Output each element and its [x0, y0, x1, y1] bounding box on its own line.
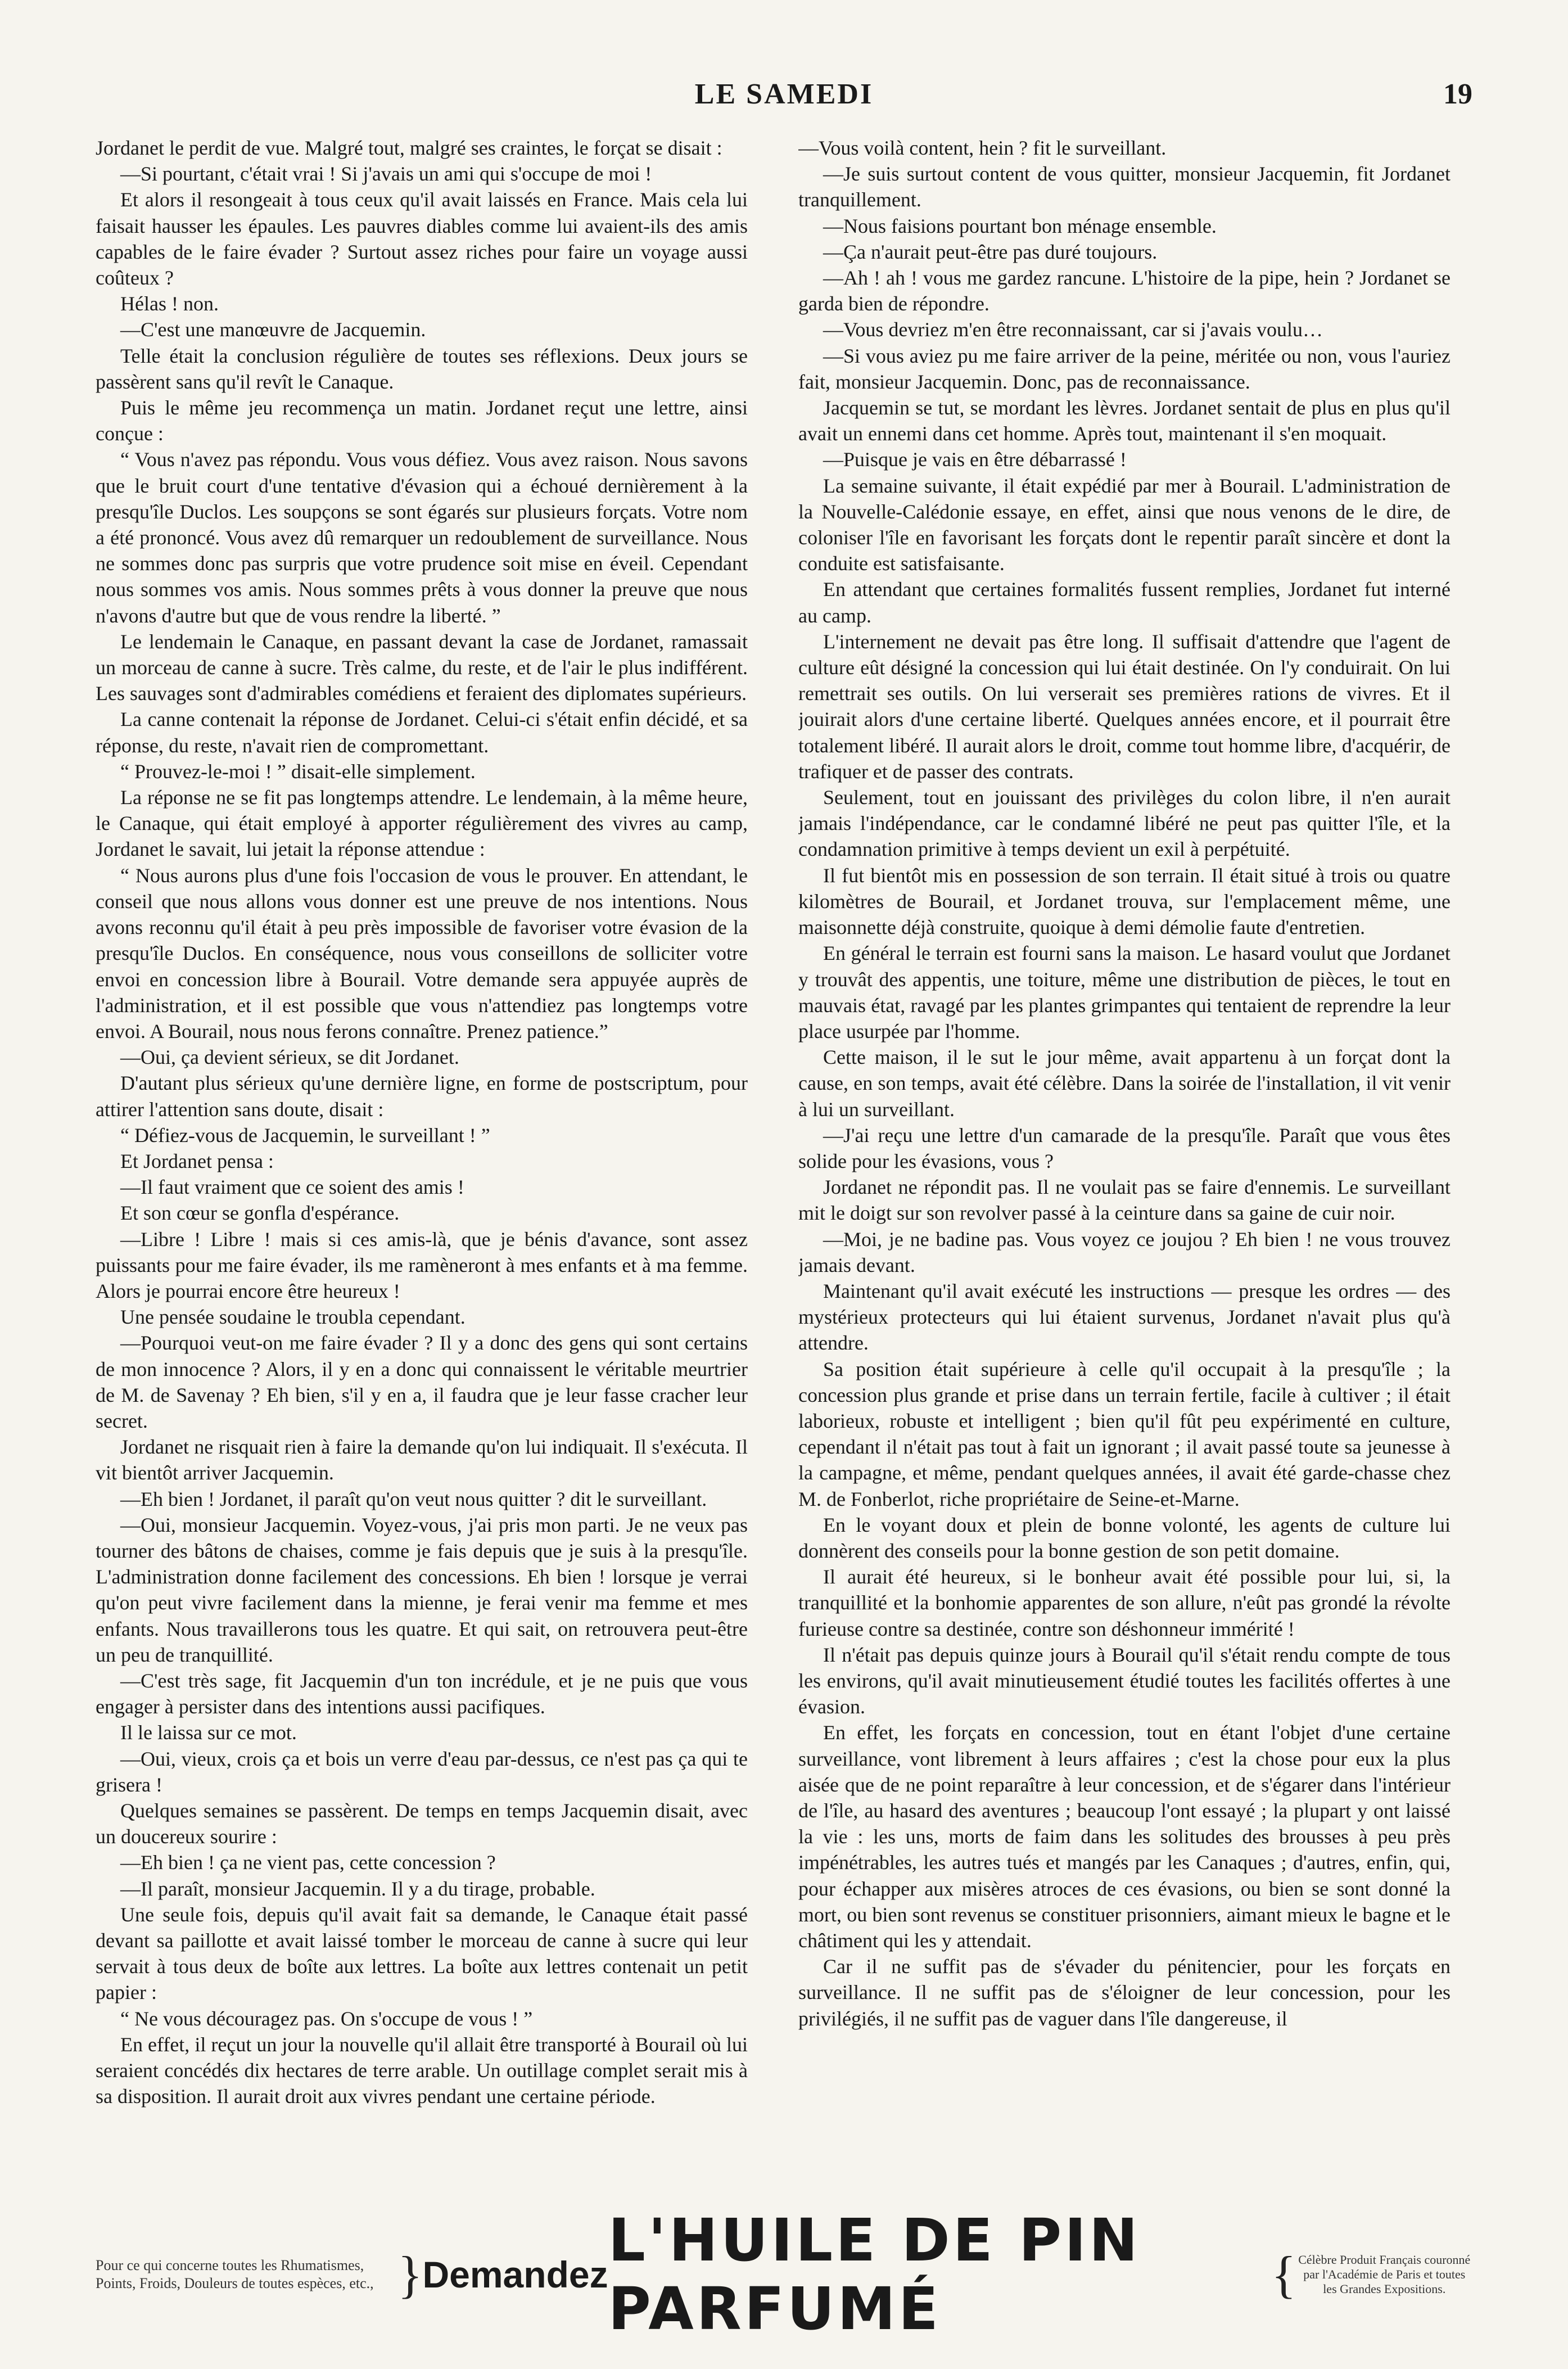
- paragraph: —Eh bien ! ça ne vient pas, cette concession ?: [120, 1851, 496, 1874]
- paragraph: Sa position était supérieure à celle qu'il occupait à la presqu'île ; la concession plus grande et prise dans un terrain fertile, facile à cultiver ; il était laborieux, robuste et intelligent ; bien qu'il fût peu expérimenté en culture, cependant il n'était pas tout à fait un ignorant ; il avait passé toute sa jeunesse à la campagne, et même, pendant quelques années, il avait été garde-chasse chez M. de Fonberlot, riche propriétaire de Seine-et-Marne.: [798, 1357, 1450, 1510]
- paragraph: —Oui, vieux, crois ça et bois un verre d'eau par-dessus, ce n'est pas ça qui te grisera !: [96, 1747, 748, 1796]
- ad-right-text: Célèbre Produit Français couronné par l'Académie de Paris et toutes les Grandes Expositions.: [1298, 2253, 1471, 2296]
- paragraph: —Moi, je ne badine pas. Vous voyez ce joujou ? Eh bien ! ne vous trouvez jamais devant.: [798, 1228, 1450, 1276]
- paragraph: “ Défiez-vous de Jacquemin, le surveillant ! ”: [120, 1123, 490, 1147]
- paragraph: Une pensée soudaine le troubla cependant.: [120, 1306, 466, 1329]
- paragraph: —Si pourtant, c'était vrai ! Si j'avais un ami qui s'occupe de moi !: [120, 163, 652, 186]
- left-column: [96, 135, 748, 2199]
- paragraph: En le voyant doux et plein de bonne volonté, les agents de culture lui donnèrent des conseils pour la bonne gestion de son petit domaine.: [798, 1513, 1450, 1562]
- paragraph: “ Ne vous découragez pas. On s'occupe de vous ! ”: [120, 2007, 533, 2030]
- paragraph: —Vous devriez m'en être reconnaissant, car si j'avais voulu…: [823, 318, 1323, 341]
- page-header: [96, 78, 1472, 128]
- paragraph: —Je suis surtout content de vous quitter, monsieur Jacquemin, fit Jordanet tranquillement.: [798, 163, 1450, 211]
- paragraph: —Ah ! ah ! vous me gardez rancune. L'histoire de la pipe, hein ? Jordanet se garda bien de répondre.: [798, 267, 1450, 315]
- paragraph: —Il faut vraiment que ce soient des amis !: [120, 1176, 464, 1199]
- right-column: [798, 135, 1450, 2199]
- paragraph: La canne contenait la réponse de Jordanet. Celui-ci s'était enfin décidé, et sa réponse, du reste, n'avait rien de compromettant.: [96, 708, 748, 757]
- paragraph: Cette maison, il le sut le jour même, avait appartenu à un forçat dont la cause, en son temps, avait été célèbre. Dans la soirée de l'installation, il vit venir à lui un surveillant.: [798, 1046, 1450, 1121]
- paragraph: “ Vous n'avez pas répondu. Vous vous défiez. Vous avez raison. Nous savons que le bruit court d'une tentative d'évasion qui a échoué dernièrement à la presqu'île Duclos. Les soupçons se sont égarés sur plusieurs forçats. Votre nom a été prononcé. Vous avez dû remarquer un redoublement de surveillance. Nous ne sommes donc pas surpris que votre prudence soit mise en éveil. Cependant nous sommes vos amis. Nous sommes prêts à vous donner la preuve que nous n'avons d'autre but que de vous rendre la liberté. ”: [96, 448, 748, 627]
- paragraph: Une seule fois, depuis qu'il avait fait sa demande, le Canaque était passé devant sa paillotte et avait laissé tomber le morceau de canne à sucre qui leur servait à tous deux de boîte aux lettres. La boîte aux lettres contenait un petit papier :: [96, 1903, 748, 2004]
- paragraph: Le lendemain le Canaque, en passant devant la case de Jordanet, ramassait un morceau de canne à sucre. Très calme, du reste, et de l'air le plus indifférent. Les sauvages sont d'admirables comédiens et feraient des diplomates supérieurs.: [96, 630, 748, 705]
- paragraph: —Ça n'aurait peut-être pas duré toujours.: [823, 240, 1158, 263]
- paragraph: —Libre ! Libre ! mais si ces amis-là, que je bénis d'avance, sont assez puissants pour me faire évader, ils me ramèneront à mes enfants et à ma femme. Alors je pourrai encore être heureux !: [96, 1228, 748, 1302]
- paragraph: “ Prouvez-le-moi ! ” disait-elle simplement.: [120, 760, 476, 783]
- paragraph: —Il paraît, monsieur Jacquemin. Il y a du tirage, probable.: [120, 1877, 595, 1900]
- ad-left-brace: }: [397, 2246, 423, 2303]
- paragraph: En effet, les forçats en concession, tout en étant l'objet d'une certaine surveillance, vont librement à leurs affaires ; c'est la chose pour eux la plus aisée que de ne point reparaître à leur concession, et de s'égarer dans l'intérieur de l'île, au hasard des aventures ; beaucoup l'ont essayé ; la plupart y ont laissé la vie : les uns, morts de faim dans les solitudes des brousses à peu près impénétrables, les autres tués et mangés par les Canaques ; d'autres, enfin, qui, pour échapper aux misères atroces de ces évasions, ou bien se sont donné la mort, ou bien sont revenus se constituer prisonniers, aimant mieux le bagne et le châtiment qui les y attendait.: [798, 1721, 1450, 1952]
- paragraph: La semaine suivante, il était expédié par mer à Bourail. L'administration de la Nouvelle-Calédonie essaye, en effet, ainsi que nous venons de le dire, de coloniser l'île en favorisant les forçats dont le repentir paraît sincère et dont la conduite est satisfaisante.: [798, 474, 1450, 575]
- paragraph: Et alors il resongeait à tous ceux qu'il avait laissés en France. Mais cela lui faisait hausser les épaules. Les pauvres diables comme lui avaient-ils des amis capables de le faire évader ? Surtout assez riches pour faire un voyage aussi coûteux ?: [96, 188, 748, 290]
- paragraph: “ Nous aurons plus d'une fois l'occasion de vous le prouver. En attendant, le conseil que nous allons vous donner est une preuve de nos intentions. Nous avons reconnu qu'il était à peu près impossible de favoriser votre évasion de la presqu'île Duclos. En conséquence, nous vous conseillons de solliciter votre envoi en concession libre à Bourail. Votre demande sera appuyée auprès de l'administration, et il est possible que vous n'attendiez pas longtemps votre envoi. A Bourail, nous nous ferons connaître. Prenez patience.”: [96, 864, 748, 1043]
- paragraph: Seulement, tout en jouissant des privilèges du colon libre, il n'en aurait jamais l'indépendance, car le condamné libéré ne peut pas quitter l'île, et la condamnation primitive à temps devient un exil à perpétuité.: [798, 786, 1450, 861]
- paragraph: Hélas ! non.: [120, 292, 219, 315]
- paragraph: En effet, il reçut un jour la nouvelle qu'il allait être transporté à Bourail où lui seraient concédés dix hectares de terre arable. Un outillage complet serait mis à sa disposition. Il aurait droit aux vivres pendant une certaine période.: [96, 2033, 748, 2108]
- paragraph: —Eh bien ! Jordanet, il paraît qu'on veut nous quitter ? dit le surveillant.: [120, 1487, 707, 1510]
- paragraph: —Puisque je vais en être débarrassé !: [823, 448, 1127, 471]
- paragraph: Maintenant qu'il avait exécuté les instructions — presque les ordres — des mystérieux protecteurs qui lui étaient survenus, Jordanet n'avait plus qu'à attendre.: [798, 1279, 1450, 1355]
- paragraph: Jacquemin se tut, se mordant les lèvres. Jordanet sentait de plus en plus qu'il avait un ennemi dans cet homme. Après tout, maintenant il s'en moquait.: [798, 396, 1450, 445]
- paragraph: Telle était la conclusion régulière de toutes ses réflexions. Deux jours se passèrent sans qu'il revît le Canaque.: [96, 344, 748, 393]
- paragraph: Il aurait été heureux, si le bonheur avait été possible pour lui, si, la tranquillité et la bonhomie apparentes de son allure, n'eût pas grondé la révolte furieuse contre sa destinée, contre son déshonneur immérité !: [798, 1565, 1450, 1640]
- paragraph: En attendant que certaines formalités fussent remplies, Jordanet fut interné au camp.: [798, 578, 1450, 627]
- paragraph: Jordanet le perdit de vue. Malgré tout, malgré ses craintes, le forçat se disait :: [96, 137, 722, 159]
- paragraph: Il fut bientôt mis en possession de son terrain. Il était situé à trois ou quatre kilomètres de Bourail, et Jordanet trouva, sur l'emplacement même, une maisonnette déjà construite, quoique à demi démolie faute d'entretien.: [798, 864, 1450, 939]
- paragraph: En général le terrain est fourni sans la maison. Le hasard voulut que Jordanet y trouvât des appentis, une toiture, même une distribution de pièces, le tout en mauvais état, ravagé par les plantes grimpantes qui tentaient de reprendre la leur place usurpée par l'homme.: [798, 942, 1450, 1043]
- paragraph: Quelques semaines se passèrent. De temps en temps Jacquemin disait, avec un doucereux sourire :: [96, 1799, 748, 1848]
- paragraph: Et son cœur se gonfla d'espérance.: [120, 1202, 400, 1225]
- paragraph: —C'est très sage, fit Jacquemin d'un ton incrédule, et je ne puis que vous engager à persister dans des intentions aussi pacifiques.: [96, 1669, 748, 1718]
- paragraph: —Nous faisions pourtant bon ménage ensemble.: [823, 214, 1217, 237]
- paragraph: L'internement ne devait pas être long. Il suffisait d'attendre que l'agent de culture eût désigné la concession qui lui était destinée. On l'y conduirait. On lui remettrait ses outils. On lui verserait ses premières rations de vivres. Et il jouirait alors d'une certaine liberté. Quelques années encore, et il pourrait être totalement libéré. Il aurait alors le droit, comme tout homme libre, d'acquérir, de trafiquer et de passer des contrats.: [798, 630, 1450, 783]
- paragraph: —Vous voilà content, hein ? fit le surveillant.: [798, 137, 1167, 159]
- paragraph: —Oui, monsieur Jacquemin. Voyez-vous, j'ai pris mon parti. Je ne veux pas tourner des bâtons de chaises, comme je fais depuis que je suis à la presqu'île. L'administration donne facilement des concessions. Eh bien ! lorsque je verrai qu'on peut vivre facilement dans la mienne, je ferai venir ma femme et mes enfants. Nous travaillerons tous les quatre. Et qui sait, on retrouvera peut-être un peu de tranquillité.: [96, 1513, 748, 1666]
- paragraph: —C'est une manœuvre de Jacquemin.: [120, 318, 426, 341]
- paragraph: D'autant plus sérieux qu'une dernière ligne, en forme de postscriptum, pour attirer l'attention sans doute, disait :: [96, 1072, 748, 1121]
- paragraph: —Si vous aviez pu me faire arriver de la peine, méritée ou non, vous l'auriez fait, monsieur Jacquemin. Donc, pas de reconnaissance.: [798, 344, 1450, 393]
- publication-title: LE SAMEDI: [694, 78, 874, 110]
- paragraph: —J'ai reçu une lettre d'un camarade de la presqu'île. Paraît que vous êtes solide pour les évasions, vous ?: [798, 1123, 1450, 1172]
- page-number: 19: [1443, 78, 1472, 110]
- paragraph: Jordanet ne risquait rien à faire la demande qu'on lui indiquait. Il s'exécuta. Il vit bientôt arriver Jacquemin.: [96, 1436, 748, 1484]
- ad-call-to-action: Demandez: [422, 2254, 608, 2295]
- ad-right-brace: {: [1271, 2246, 1296, 2303]
- paragraph: Et Jordanet pensa :: [120, 1149, 274, 1172]
- paragraph: Puis le même jeu recommença un matin. Jordanet reçut une lettre, ainsi conçue :: [96, 396, 748, 445]
- paragraph: —Pourquoi veut-on me faire évader ? Il y a donc des gens qui sont certains de mon innocence ? Alors, il y en a donc qui connaissent le véritable meurtrier de M. de Savenay ? Eh bien, s'il y en a, il faudra que je leur fasse cracher leur secret.: [96, 1332, 748, 1432]
- advertisement-banner: [96, 2206, 1472, 2343]
- ad-left-text: Pour ce qui concerne toutes les Rhumatismes, Points, Froids, Douleurs de toutes espèces, etc.,: [96, 2257, 374, 2291]
- paragraph: Car il ne suffit pas de s'évader du pénitencier, pour les forçats en surveillance. Il ne suffit pas de s'éloigner de leur concession, pour les privilégiés, il ne suffit pas de vaguer dans l'île dangereuse, il: [798, 1955, 1450, 2030]
- paragraph: Jordanet ne répondit pas. Il ne voulait pas se faire d'ennemis. Le surveillant mit le doigt sur son revolver passé à la ceinture dans sa gaine de cuir noir.: [798, 1176, 1450, 1225]
- paragraph: —Oui, ça devient sérieux, se dit Jordanet.: [120, 1046, 459, 1069]
- paragraph: Il n'était pas depuis quinze jours à Bourail qu'il s'était rendu compte de tous les environs, qu'il avait minutieusement étudié toutes les facilités offertes à une évasion.: [798, 1643, 1450, 1718]
- paragraph: Il le laissa sur ce mot.: [120, 1721, 297, 1744]
- ad-product-name: L'HUILE DE PIN PARFUMÉ: [608, 2206, 1141, 2343]
- paragraph: La réponse ne se fit pas longtemps attendre. Le lendemain, à la même heure, le Canaque, qui était employé à apporter régulièrement des vivres au camp, Jordanet le savait, lui jetait la réponse attendue :: [96, 786, 748, 861]
